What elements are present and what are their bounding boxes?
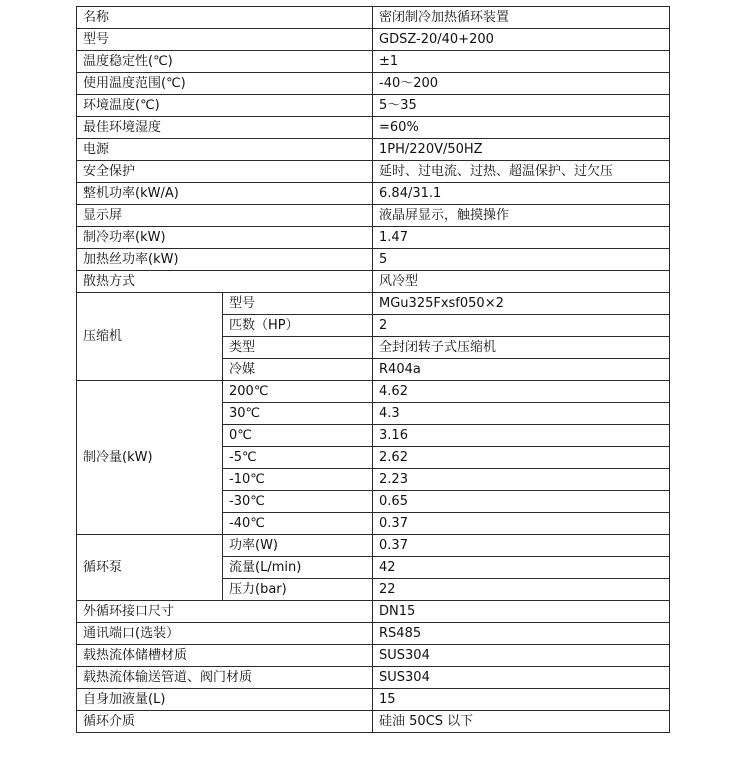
row-value: 6.84/31.1: [373, 183, 670, 205]
table-row: [77, 73, 670, 95]
row-value: 2: [373, 315, 670, 337]
row-value: ±1: [373, 51, 670, 73]
sub-label: -40℃: [223, 513, 373, 535]
row-value: MGu325Fxsf050×2: [373, 293, 670, 315]
row-value: 液晶屏显示，触摸操作: [373, 205, 670, 227]
row-value: 42: [373, 557, 670, 579]
row-label: 最佳环境湿度: [77, 117, 373, 139]
table-row: [77, 139, 670, 161]
row-label: 散热方式: [77, 271, 373, 293]
row-label: 温度稳定性(℃): [77, 51, 373, 73]
row-value: 15: [373, 689, 670, 711]
row-label: 自身加液量(L): [77, 689, 373, 711]
row-value: 密闭制冷加热循环装置: [373, 7, 670, 29]
row-label: 显示屏: [77, 205, 373, 227]
row-value: RS485: [373, 623, 670, 645]
row-label: 使用温度范围(℃): [77, 73, 373, 95]
row-value: 22: [373, 579, 670, 601]
table-row: [77, 645, 670, 667]
table-row: [77, 623, 670, 645]
row-value: 0.65: [373, 491, 670, 513]
row-value: 1PH/220V/50HZ: [373, 139, 670, 161]
sub-label: -10℃: [223, 469, 373, 491]
table-row: [77, 667, 670, 689]
table-row: [77, 381, 670, 403]
sub-label: 流量(L/min): [223, 557, 373, 579]
table-row: [77, 7, 670, 29]
table-row: [77, 51, 670, 73]
sub-label: 类型: [223, 337, 373, 359]
row-value: DN15: [373, 601, 670, 623]
sub-label: -5℃: [223, 447, 373, 469]
row-value: 全封闭转子式压缩机: [373, 337, 670, 359]
table-row: [77, 535, 670, 557]
row-label: 加热丝功率(kW): [77, 249, 373, 271]
row-label: 载热流体输送管道、阀门材质: [77, 667, 373, 689]
table-row: [77, 601, 670, 623]
row-value: -40～200: [373, 73, 670, 95]
pump-group-label: 循环泵: [77, 535, 223, 601]
sub-label: 200℃: [223, 381, 373, 403]
spec-table: [76, 6, 670, 733]
row-value: 0.37: [373, 535, 670, 557]
row-value: R404a: [373, 359, 670, 381]
cooling-group-label: 制冷量(kW): [77, 381, 223, 535]
sub-label: 型号: [223, 293, 373, 315]
sub-label: 0℃: [223, 425, 373, 447]
table-row: [77, 227, 670, 249]
row-label: 电源: [77, 139, 373, 161]
row-label: 制冷功率(kW): [77, 227, 373, 249]
row-value: 2.62: [373, 447, 670, 469]
row-value: 硅油 50CS 以下: [373, 711, 670, 733]
row-label: 整机功率(kW/A): [77, 183, 373, 205]
row-value: 延时、过电流、过热、超温保护、过欠压: [373, 161, 670, 183]
table-row: [77, 249, 670, 271]
row-value: =60%: [373, 117, 670, 139]
row-value: 4.3: [373, 403, 670, 425]
row-value: GDSZ-20/40+200: [373, 29, 670, 51]
row-value: 3.16: [373, 425, 670, 447]
row-label: 名称: [77, 7, 373, 29]
row-value: 2.23: [373, 469, 670, 491]
sub-label: 冷媒: [223, 359, 373, 381]
sub-label: 匹数（HP）: [223, 315, 373, 337]
row-value: 5～35: [373, 95, 670, 117]
row-label: 环境温度(℃): [77, 95, 373, 117]
row-label: 安全保护: [77, 161, 373, 183]
row-value: 4.62: [373, 381, 670, 403]
table-row: [77, 271, 670, 293]
row-label: 循环介质: [77, 711, 373, 733]
compressor-group-label: 压缩机: [77, 293, 223, 381]
sub-label: 功率(W): [223, 535, 373, 557]
table-row: [77, 205, 670, 227]
row-label: 通讯端口(选装）: [77, 623, 373, 645]
table-row: [77, 689, 670, 711]
row-value: 1.47: [373, 227, 670, 249]
table-row: [77, 161, 670, 183]
row-label: 外循环接口尺寸: [77, 601, 373, 623]
row-value: SUS304: [373, 645, 670, 667]
table-row: [77, 293, 670, 315]
sub-label: -30℃: [223, 491, 373, 513]
table-row: [77, 183, 670, 205]
sub-label: 压力(bar): [223, 579, 373, 601]
row-label: 载热流体储槽材质: [77, 645, 373, 667]
sub-label: 30℃: [223, 403, 373, 425]
table-row: [77, 117, 670, 139]
row-value: 风冷型: [373, 271, 670, 293]
row-value: SUS304: [373, 667, 670, 689]
table-row: [77, 29, 670, 51]
row-value: 0.37: [373, 513, 670, 535]
table-row: [77, 711, 670, 733]
row-value: 5: [373, 249, 670, 271]
row-label: 型号: [77, 29, 373, 51]
table-row: [77, 95, 670, 117]
